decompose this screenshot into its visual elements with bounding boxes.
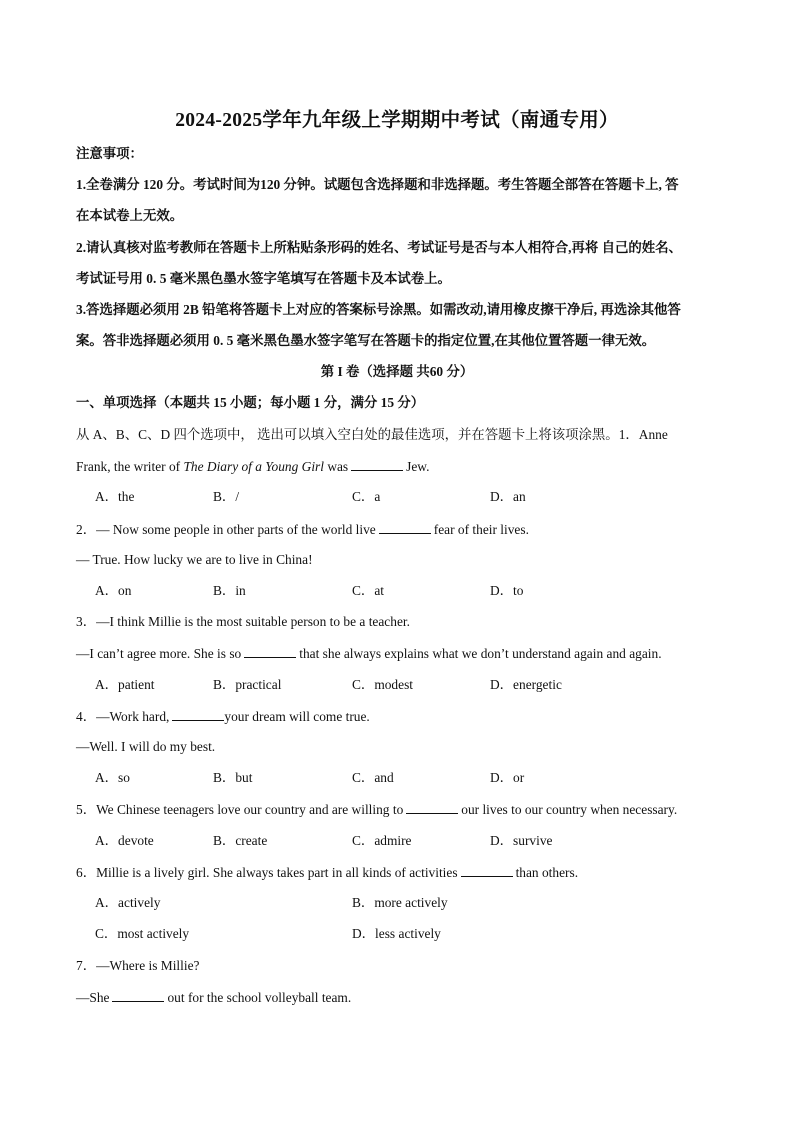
question-7-text: —She	[76, 990, 110, 1005]
question-1-text-end: Jew.	[406, 459, 430, 474]
question-2-text: 2．— Now some people in other parts of the world live	[76, 522, 376, 537]
question-3-text-end: that she always explains what we don’t understand again and again.	[299, 646, 662, 661]
question-7-reply	[76, 988, 724, 1007]
question-4-text: 4．—Work hard,	[76, 709, 170, 724]
q4-option-a: A．so	[95, 770, 130, 785]
q1-option-c: C．a	[352, 489, 381, 504]
notice-item-3-line-1: 3.答选择题必须用 2B 铅笔将答题卡上对应的答案标号涂黑。如需改动,请用橡皮擦干净后, 再选涂其他答	[76, 302, 681, 317]
page-title: 2024-2025学年九年级上学期期中考试（南通专用）	[175, 110, 619, 131]
q2-option-b: B．in	[213, 583, 246, 598]
answer-blank	[461, 863, 513, 877]
answer-blank	[351, 457, 403, 471]
question-3-text: —I can’t agree more. She is so	[76, 646, 242, 661]
question-6-stem	[76, 863, 724, 882]
q3-option-b: B．practical	[213, 677, 282, 692]
q1-option-b: B．/	[213, 489, 240, 504]
question-5-text: 5．We Chinese teenagers love our country and are willing to	[76, 802, 404, 817]
question-2-reply: — True. How lucky we are to live in China!	[76, 552, 313, 567]
answer-blank	[172, 707, 224, 721]
q6-option-d: D．less actively	[352, 926, 441, 941]
q5-option-a: A．devote	[95, 833, 154, 848]
notice-item-2-line-1: 2.请认真核对监考教师在答题卡上所粘贴条形码的姓名、考试证号是否与本人相符合,再将 自己的姓名、	[76, 240, 682, 255]
question-2-text-end: fear of their lives.	[433, 522, 529, 537]
part-heading: 第 I 卷（选择题 共60 分）	[320, 364, 474, 379]
q1-option-d: D．an	[490, 489, 526, 504]
q1-option-a: A．the	[95, 489, 135, 504]
question-1-text-mid: was	[323, 459, 349, 474]
question-6-text: 6．Millie is a lively girl. She always takes part in all kinds of activities	[76, 865, 458, 880]
question-4-reply: —Well. I will do my best.	[76, 739, 216, 754]
question-3-reply	[76, 644, 724, 663]
answer-blank	[112, 988, 164, 1002]
notice-item-2-line-2: 考试证号用 0. 5 毫米黑色墨水签字笔填写在答题卡及本试卷上。	[76, 271, 451, 286]
q2-option-d: D．to	[490, 583, 524, 598]
q4-option-d: D．or	[490, 770, 525, 785]
q5-option-b: B．create	[213, 833, 268, 848]
q2-option-a: A．on	[95, 583, 132, 598]
section-instruction: 从 A、B、C、D 四个选项中， 选出可以填入空白处的最佳选项，并在答题卡上将该项涂黑。1．Anne	[76, 427, 668, 442]
answer-blank	[406, 800, 458, 814]
answer-blank	[244, 644, 296, 658]
notice-item-1-line-1: 1.全卷满分 120 分。考试时间为120 分钟。试题包含选择题和非选择题。考生答题全部答在答题卡上, 答	[76, 177, 679, 192]
section-heading: 一、单项选择（本题共 15 小题；每小题 1 分，满分 15 分）	[76, 395, 425, 410]
book-title: The Diary of a Young Girl	[183, 459, 324, 474]
question-4-text-end: your dream will come true.	[224, 709, 370, 724]
question-5-stem	[76, 800, 724, 819]
q3-option-d: D．energetic	[490, 677, 562, 692]
question-4-stem	[76, 707, 724, 726]
q4-option-b: B．but	[213, 770, 253, 785]
notice-item-3-line-2: 案。答非选择题必须用 0. 5 毫米黑色墨水签字笔写在答题卡的指定位置,在其他位置答题一律无效。	[76, 333, 656, 348]
q5-option-c: C．admire	[352, 833, 412, 848]
question-1-text: Frank, the writer of	[76, 459, 184, 474]
q6-option-c: C．most actively	[95, 926, 190, 941]
q4-option-c: C．and	[352, 770, 394, 785]
answer-blank	[379, 520, 431, 534]
notice-item-1-line-2: 在本试卷上无效。	[76, 208, 184, 223]
q5-option-d: D．survive	[490, 833, 553, 848]
q3-option-a: A．patient	[95, 677, 155, 692]
q2-option-c: C．at	[352, 583, 384, 598]
question-2-stem	[76, 520, 724, 539]
question-3-stem: 3．—I think Millie is the most suitable person to be a teacher.	[76, 614, 410, 629]
question-6-text-end: than others.	[515, 865, 579, 880]
q6-option-a: A．actively	[95, 895, 161, 910]
q3-option-c: C．modest	[352, 677, 414, 692]
question-1-stem	[76, 457, 724, 476]
question-7-text-end: out for the school volleyball team.	[167, 990, 352, 1005]
notice-heading: 注意事项：	[76, 146, 143, 161]
question-5-text-end: our lives to our country when necessary.	[461, 802, 678, 817]
question-7-stem: 7．—Where is Millie?	[76, 958, 200, 973]
q6-option-b: B．more actively	[352, 895, 448, 910]
